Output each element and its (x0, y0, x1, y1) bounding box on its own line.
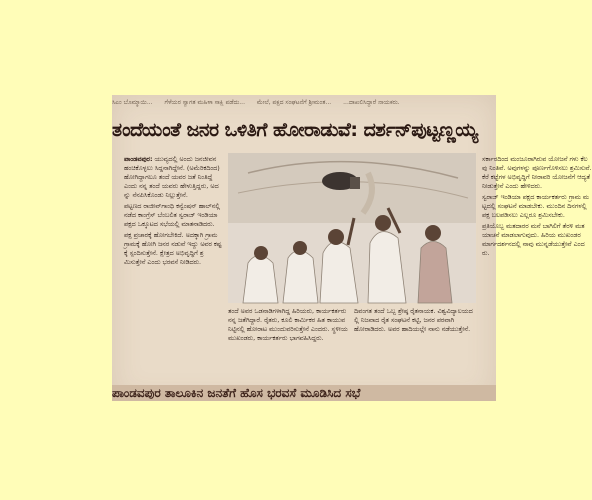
article-paragraph: ಯುವ್ಯದಲ್ಲಿ ಅಂದು ಜನಜೀವನ ಹಂಚಿಕೊಳ್ಳಲು ಸಿದ್ದನಾಗಿದ್ದೇನೆ. (ಅಮೆರಿಕದಿಂದ) ಹೋಗಿದ್ದಾಗಲೂ ತಂದೆ ಯವರ ಜತೆ ನಿಂತಿದ್ದೆ ಎಂದು ನನ್ನ ತಂದೆ ಯವರು ಹೇಳುತ್ತಿದ್ದರು, ಅದನ್ನು ನೆನಪಿಸಿಕೊಂಡು ನಿಲ್ಲುತ್ತೇನೆ. (124, 155, 220, 199)
article-paragraph: ಪಟ್ಟಣದ ರಾಜೀವ್‌ಗಾಂಧಿ ಕನ್ವೆಂಷನ್ ಹಾಲ್‌ನಲ್ಲಿ ನಡೆದ ಕಾಂಗ್ರೆಸ್ ಬೆಂಬಲಿತ ಸ್ವರಾಜ್ ಇಂಡಿಯಾ ಪಕ್ಷದ ಒಕ್ಕೂಟದ ಸಭೆಯಲ್ಲಿ ಮಾತನಾಡಿದರು. (124, 202, 221, 228)
top-strip-snippet: ಸಿಎಂ ಬೊಮ್ಮಾಯಿ... (112, 99, 153, 106)
article-dateline: ಪಾಂಡವಪುರ: (124, 155, 153, 163)
article-photo (228, 153, 476, 303)
article-paragraph: ಪ್ರತಿಯೊಬ್ಬ ಮತದಾರರ ಮನೆ ಬಾಗಿಲಿಗೆ ತೆರಳಿ ಮತ ಯಾಚನೆ ಮಾಡಲಾಗುವುದು. ಹಿರಿಯ ಮುಖಂಡರ ಮಾರ್ಗದರ್ಶನದಲ್ಲಿ ನಾವು ಮುನ್ನಡೆಯುತ್ತೇವೆ ಎಂದರು. (482, 222, 585, 257)
article-paragraph: ಪಕ್ಷ ಪ್ರಚಾರಕ್ಕೆ ಹೋಗಬೇಕಿದೆ. ಅದಕ್ಕಾಗಿ ಗ್ರಾಮ ಗ್ರಾಮಕ್ಕೆ ಹೋಗಿ ಜನರ ನಡುವೆ ಇದ್ದು ಅವರ ಕಷ್ಟಕ್ಕೆ ಸ್ಪಂದಿಸುತ್ತೇನೆ. ಕ್ಷೇತ್ರದ ಅಭಿವೃದ್ಧಿಗೆ ಶ್ರಮಿಸುತ್ತೇನೆ ಎಂದು ಭರವಸೆ ನೀಡಿದರು. (124, 231, 222, 266)
top-strip-snippet: ಮೇಲೆ, ಪಕ್ಷದ ಸಂಘಟನೆಗೆ ಶ್ರೀಮಂತ... (256, 99, 332, 106)
article-column-middle-right: ದಿವಂಗತ ತಂದೆ ಒಬ್ಬ ಶ್ರೇಷ್ಠ ರೈತನಾಯಕ. ವಿಶ್ವವಿದ್ಯಾಲಯದಲ್ಲಿ ನಿಜವಾದ ರೈತ ಸಂಘಟನೆ ಕಟ್ಟಿ, ಜನರ ಪರವಾಗಿ ಹೋರಾಡಿದರು. ಅವರ ಹಾದಿಯಲ್ಲೇ ನಾನು ನಡೆಯುತ್ತೇನೆ. (354, 307, 473, 333)
article-paragraph: ಸ್ವರಾಜ್ ಇಂಡಿಯಾ ಪಕ್ಷದ ಕಾರ್ಯಕರ್ತರು ಗ್ರಾಮ ಮಟ್ಟದಲ್ಲಿ ಸಂಘಟನೆ ಮಾಡಬೇಕು. ಮುಂದಿನ ದಿನಗಳಲ್ಲಿ ಪಕ್ಷ ಬಲಪಡಿಸಲು ಎಲ್ಲರೂ ಶ್ರಮಿಸಬೇಕು. (482, 193, 589, 219)
next-article-headline: ಪಾಂಡವಪುರ ತಾಲೂಕಿನ ಜನತೆಗೆ ಹೊಸ ಭರವಸೆ ಮೂಡಿಸಿದ ಸಭೆ (112, 385, 496, 401)
clipping-top-strip (112, 95, 496, 111)
newspaper-clipping (112, 95, 592, 401)
article-paragraph: ಸರ್ಕಾರದಿಂದ ಮಂಜೂರಾಗಿರುವ ಯೋಜನೆ ಗಳು ಕೆಲವು ನಿಂತಿವೆ. ಅವುಗಳನ್ನು ಪೂರ್ಣಗೊಳಿಸಲು ಶ್ರಮಿಸುವೆ. ಕೆರೆ ಕಟ್ಟೆಗಳ ಅಭಿವೃದ್ಧಿಗೆ ನೀರಾವರಿ ಯೋಜನೆಗೆ ಆದ್ಯತೆ ನೀಡುತ್ತೇನೆ ಎಂದು ಹೇಳಿದರು. (482, 155, 592, 190)
article-headline: ತಂದೆಯಂತೆ ಜನರ ಒಳಿತಿಗೆ ಹೋರಾಡುವೆ: ದರ್ಶನ್‌ಪುಟ್ಟಣ್ಣಯ್ಯ (112, 119, 478, 141)
article-column-right (482, 155, 592, 385)
article-column-left (124, 155, 222, 385)
top-strip-snippet: ಗೆಳೆಯರ ಸ್ವಾಗತ ಮಹಿಳಾ ಸಾಕ್ಷಿ ಪಡೆದು... (164, 99, 245, 106)
article-column-middle: ತಂದೆ ಅವರ ಒಡನಾಡಿಗಳಾಗಿದ್ದ ಹಿರಿಯರು, ಕಾರ್ಯಕರ್ತರು ನನ್ನ ಜತೆಗಿದ್ದಾರೆ. ರೈತರು, ಕೂಲಿ ಕಾರ್ಮಿಕರ ಹಿತ ಕಾಯುವ ನಿಟ್ಟಿನಲ್ಲಿ ಹೋರಾಟ ಮುಂದುವರಿಸುತ್ತೇನೆ ಎಂದರು. ಸ್ಥಳೀಯ ಮುಖಂಡರು, ಕಾರ್ಯಕರ್ತರು ಭಾಗವಹಿಸಿದ್ದರು. (228, 307, 348, 342)
top-strip-snippet: ...ದಾಖಲಿಸಿದ್ದಾರೆ ನಾಯಕರು. (343, 99, 400, 106)
event-photo-illustration (228, 153, 476, 303)
